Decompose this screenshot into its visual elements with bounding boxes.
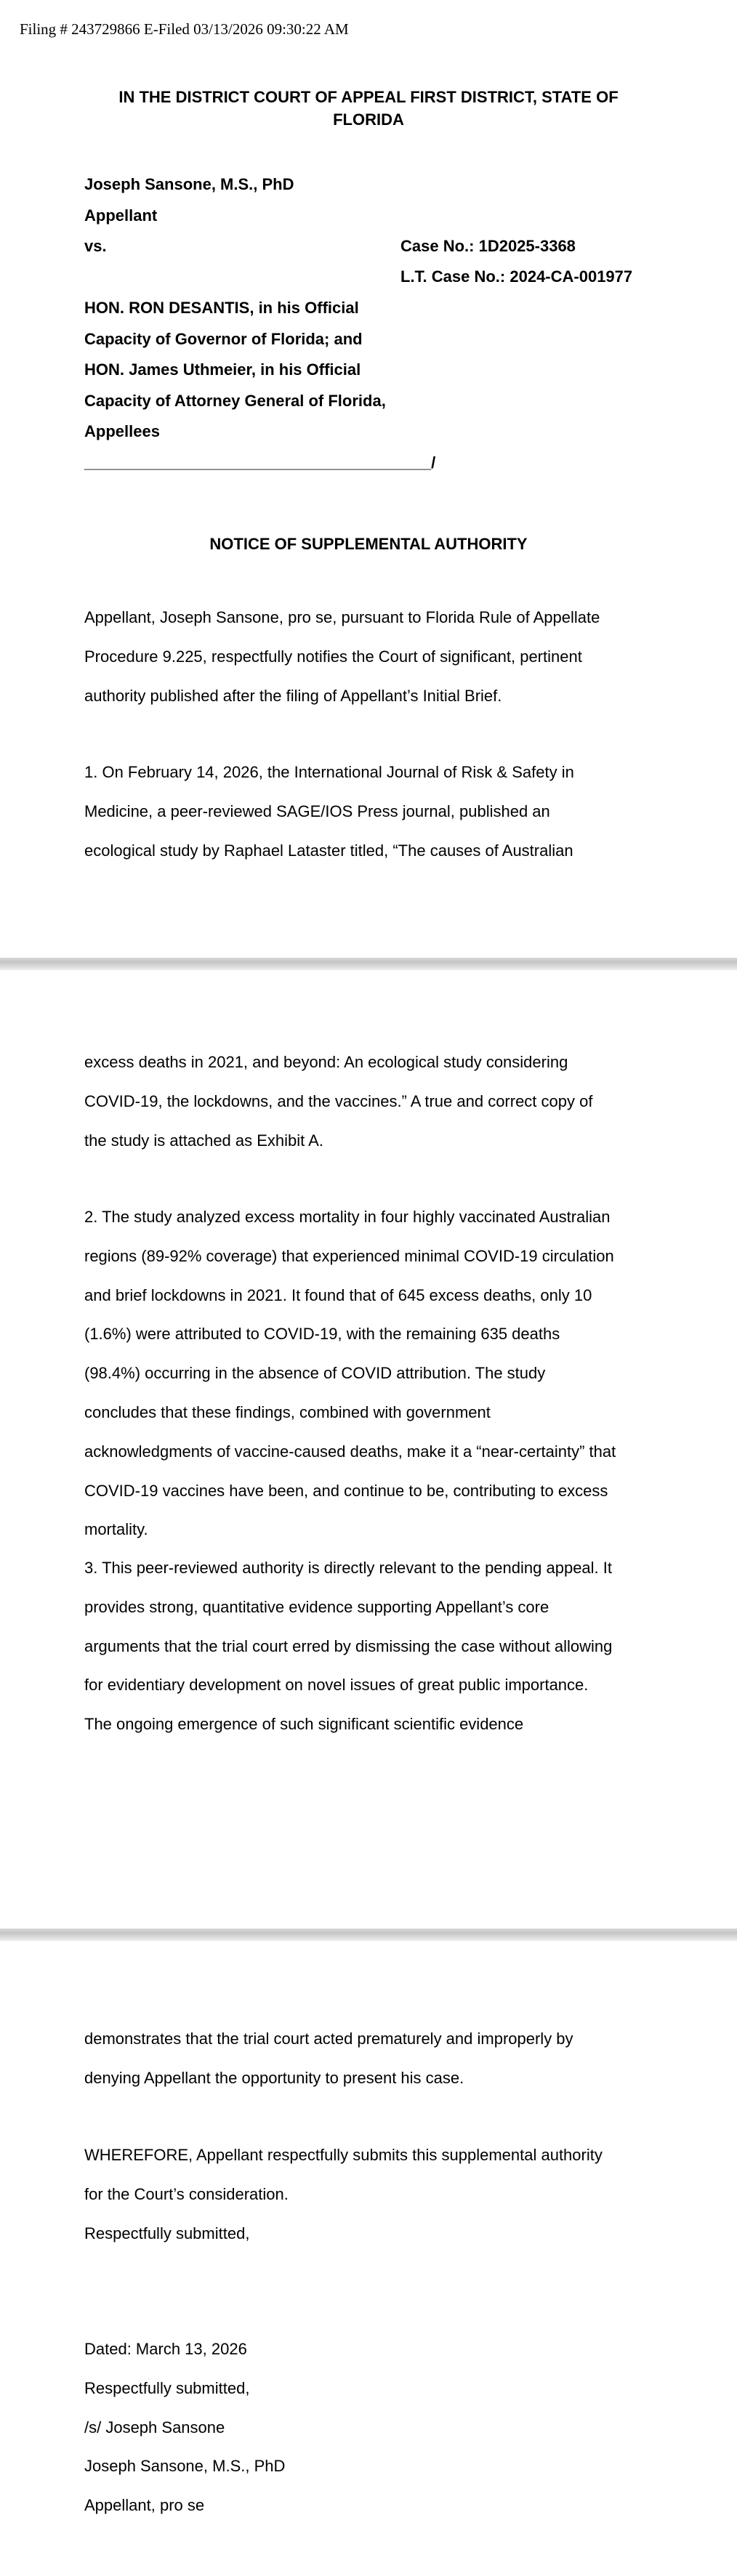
signer-name: Joseph Sansone, M.S., PhD (84, 2457, 286, 2476)
caption-line: Appellant (84, 206, 158, 225)
signer-role: Appellant, pro se (84, 2496, 205, 2515)
caption-line: HON. James Uthmeier, in his Official (84, 360, 361, 379)
filing-stamp: Filing # 243729866 E-Filed 03/13/2026 09:30:22 AM (20, 20, 349, 38)
paragraph-3 (84, 1549, 659, 1744)
paragraph-1 (84, 753, 659, 870)
document-page-2 (0, 970, 737, 1929)
paragraph-line: (1.6%) were attributed to COVID-19, with the remaining 635 deaths (84, 1325, 560, 1344)
notice-heading: NOTICE OF SUPPLEMENTAL AUTHORITY (209, 535, 528, 553)
paragraph-line: concludes that these findings, combined with government (84, 1402, 491, 1421)
paragraph-line: Respectfully submitted, (84, 2224, 250, 2242)
paragraph-line: for evidentiary development on novel issues of great public importance. (84, 1676, 589, 1695)
lower-tribunal-case-number: L.T. Case No.: 2024-CA-001977 (400, 267, 633, 286)
court-title-line: IN THE DISTRICT COURT OF APPEAL FIRST DISTRICT, STATE OF (118, 88, 619, 106)
paragraph-3-continued (84, 2019, 659, 2098)
paragraph-line: authority published after the filing of Appellant’s Initial Brief. (84, 686, 502, 705)
paragraph-line: Procedure 9.225, respectfully notifies the Court of significant, pertinent (84, 647, 582, 666)
caption-line: Capacity of Governor of Florida; and (84, 329, 363, 348)
paragraph-line: denying Appellant the opportunity to present his case. (84, 2068, 464, 2087)
paragraph-line: 2. The study analyzed excess mortality in four highly vaccinated Australian (84, 1208, 611, 1226)
paragraph-line: acknowledgments of vaccine-caused deaths, make it a “near-certainty” that (84, 1442, 616, 1461)
case-caption (84, 169, 435, 478)
paragraph-line: WHEREFORE, Appellant respectfully submits this supplemental authority (84, 2146, 603, 2164)
paragraph-line: mortality. (84, 1520, 148, 1539)
page-separator (0, 958, 737, 970)
paragraph-line: regions (89-92% coverage) that experienced minimal COVID-19 circulation (84, 1246, 614, 1265)
paragraph-line: Appellant, Joseph Sansone, pro se, pursuant to Florida Rule of Appellate (84, 608, 600, 626)
caption-line (84, 262, 435, 294)
caption-line: Joseph Sansone, M.S., PhD (84, 175, 294, 193)
paragraph-2 (84, 1198, 659, 1549)
paragraph-1-continued (84, 1043, 659, 1160)
paragraph-line: and brief lockdowns in 2021. It found that of 645 excess deaths, only 10 (84, 1285, 592, 1304)
signature-line: Respectfully submitted, (84, 2378, 250, 2397)
paragraph-line: the study is attached as Exhibit A. (84, 1131, 323, 1150)
paragraph-line: for the Court’s consideration. (84, 2184, 289, 2203)
closing-respectfully (84, 2214, 659, 2253)
case-number: Case No.: 1D2025-3368 (400, 237, 576, 255)
document-page-3 (0, 1941, 737, 2576)
court-title (84, 86, 653, 131)
court-title-line: FLORIDA (333, 110, 404, 129)
paragraph-line: arguments that the trial court erred by dismissing the case without allowing (84, 1636, 613, 1655)
paragraph-line: COVID-19, the lockdowns, and the vaccines.” A true and correct copy of (84, 1091, 593, 1110)
caption-line: Capacity of Attorney General of Florida, (84, 391, 386, 410)
caption-line: Appellees (84, 422, 160, 440)
caption-line: HON. RON DESANTIS, in his Official (84, 299, 359, 317)
paragraph-line: provides strong, quantitative evidence supporting Appellant’s core (84, 1597, 549, 1616)
paragraph-line: (98.4%) occurring in the absence of COVID attribution. The study (84, 1364, 546, 1383)
paragraph-line: Medicine, a peer-reviewed SAGE/IOS Press journal, published an (84, 802, 550, 820)
paragraph-line: 1. On February 14, 2026, the International Journal of Risk & Safety in (84, 763, 574, 781)
electronic-signature: /s/ Joseph Sansone (84, 2418, 225, 2436)
caption-line: vs. (84, 237, 107, 255)
paragraph-line: demonstrates that the trial court acted prematurely and improperly by (84, 2030, 573, 2048)
paragraph-line: COVID-19 vaccines have been, and continue to be, contributing to excess (84, 1481, 608, 1500)
signature-date: Dated: March 13, 2026 (84, 2340, 247, 2358)
signature-block (84, 2330, 659, 2525)
caption-signature-rule: _______________________________________/ (84, 453, 436, 472)
case-numbers (400, 231, 632, 292)
document-page-1 (0, 0, 737, 958)
paragraph-line: excess deaths in 2021, and beyond: An ecological study considering (84, 1053, 568, 1071)
paragraph-line: ecological study by Raphael Lataster titled, “The causes of Australian (84, 841, 573, 860)
paragraph-intro (84, 598, 659, 715)
paragraph-line: 3. This peer-reviewed authority is directly relevant to the pending appeal. It (84, 1559, 612, 1577)
page-separator (0, 1929, 737, 1941)
paragraph-wherefore (84, 2136, 659, 2214)
paragraph-line: The ongoing emergence of such significant scientific evidence (84, 1715, 524, 1734)
